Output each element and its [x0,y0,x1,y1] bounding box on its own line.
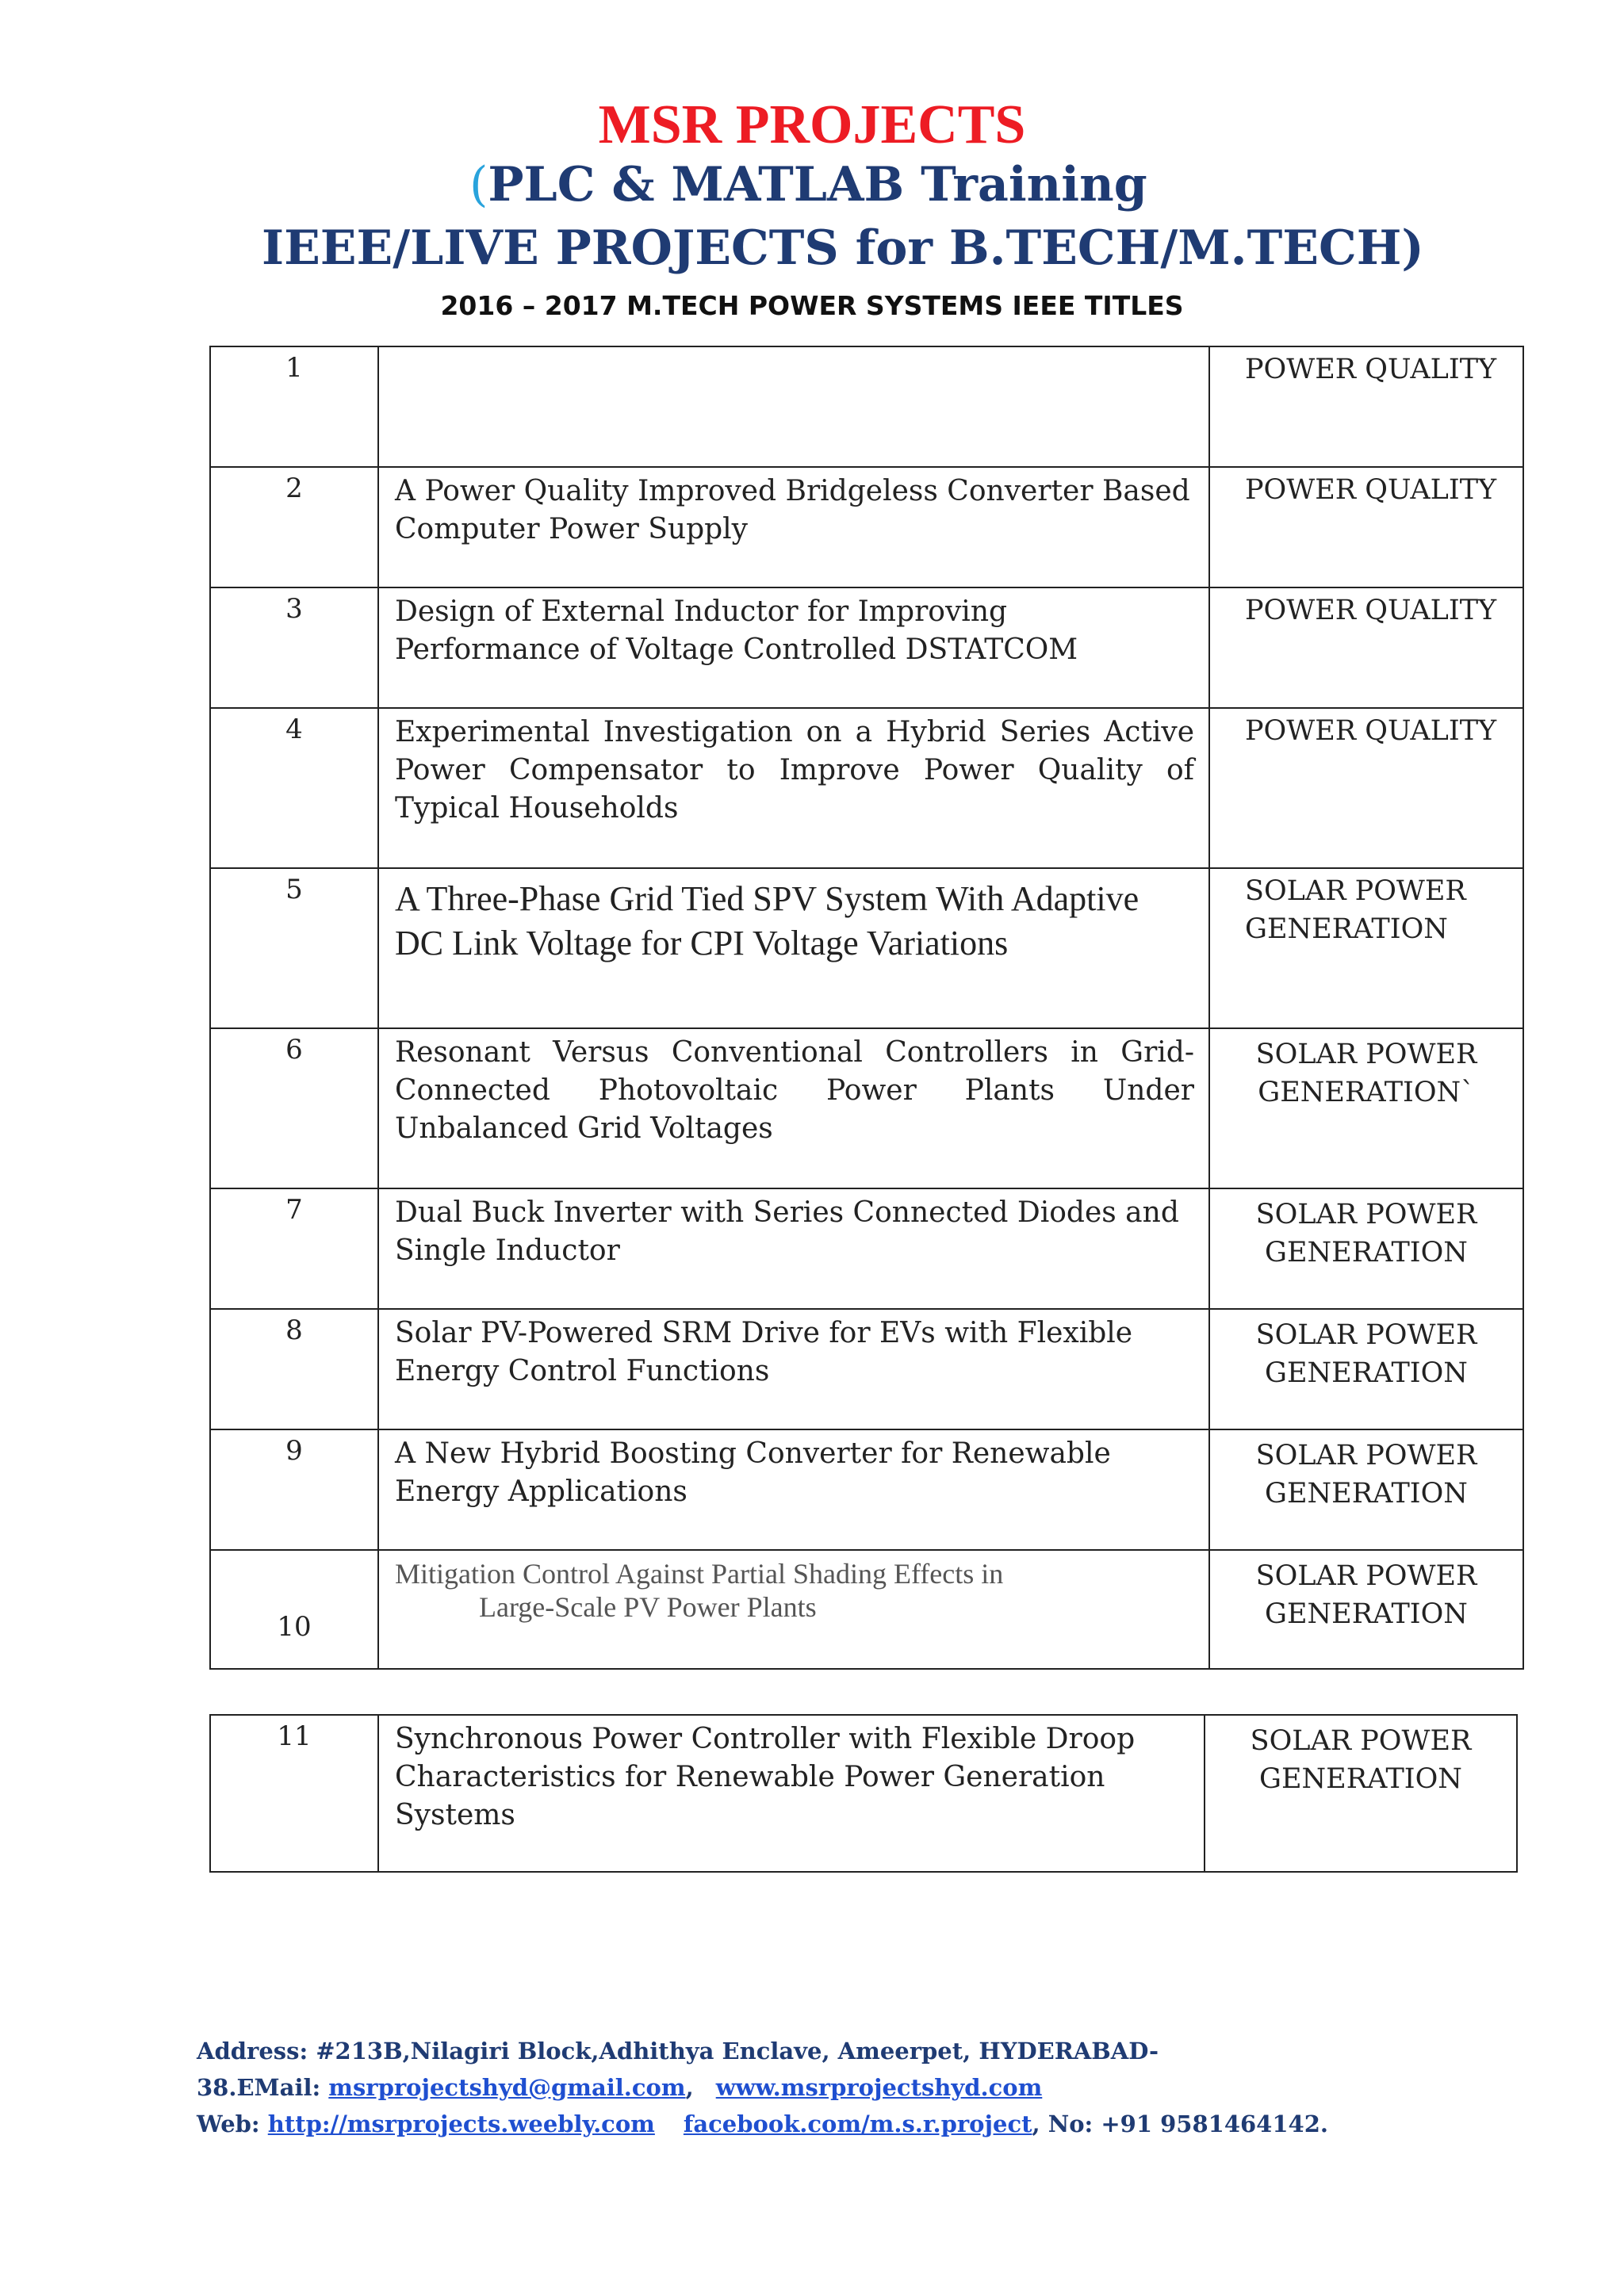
row-title: A Three-Phase Grid Tied SPV System With Adaptive DC Link Voltage for CPI Voltage Variations [378,868,1209,1028]
table-row [210,708,1523,868]
table-row [210,1309,1523,1429]
row-category: SOLAR POWER GENERATION` [1209,1028,1523,1188]
row-number: 1 [210,346,378,467]
row-number: 11 [210,1715,378,1872]
row-title: Design of External Inductor for Improving Performance of Voltage Controlled DSTATCOM [378,587,1209,708]
row-title: A New Hybrid Boosting Converter for Renewable Energy Applications [378,1429,1209,1550]
row-title-line-2: Large-Scale PV Power Plants [479,1591,817,1623]
row-category: POWER QUALITY [1209,346,1523,467]
row-category: SOLAR POWER GENERATION [1209,868,1523,1028]
row-number: 2 [210,467,378,587]
website-link[interactable]: www.msrprojectshyd.com [715,2074,1043,2101]
row-number: 4 [210,708,378,868]
row-title: Experimental Investigation on a Hybrid Series Active Power Compensator to Improve Power Quality of Typical Households [378,708,1209,868]
phone-number: No: +91 9581464142. [1048,2110,1328,2137]
row-title: A Power Quality Improved Bridgeless Converter Based Computer Power Supply [378,467,1209,587]
row-title: Dual Buck Inverter with Series Connected Diodes and Single Inductor [378,1188,1209,1309]
row-title: Solar PV-Powered SRM Drive for EVs with Flexible Energy Control Functions [378,1309,1209,1429]
weebly-link[interactable]: http://msrprojects.weebly.com [267,2110,655,2137]
row-title-line-1: Mitigation Control Against Partial Shading Effects in [395,1558,1004,1590]
row-category: POWER QUALITY [1209,467,1523,587]
row-number: 3 [210,587,378,708]
row-number: 7 [210,1188,378,1309]
table-row [210,587,1523,708]
row-title: Resonant Versus Conventional Controllers in Grid-Connected Photovoltaic Power Plants Under Unbalanced Grid Voltages [378,1028,1209,1188]
footer-contact: 38.EMail: msrprojectshyd@gmail.com, www.msrprojectshyd.com [197,2074,1043,2101]
row-category: SOLAR POWER GENERATION [1209,1429,1523,1550]
titles-table-continued [209,1714,1518,1873]
footer-web: Web: http://msrprojects.weebly.com facebook.com/m.s.r.project, No: +91 9581464142. [197,2110,1328,2137]
row-number: 9 [210,1429,378,1550]
table-row [210,1028,1523,1188]
row-category: POWER QUALITY [1209,708,1523,868]
footer-email-label: 38.EMail: [197,2074,321,2101]
row-title: Synchronous Power Controller with Flexible Droop Characteristics for Renewable Power Generation Systems [378,1715,1205,1872]
row-category: POWER QUALITY [1209,587,1523,708]
table-row [210,1550,1523,1669]
facebook-link[interactable]: facebook.com/m.s.r.project [683,2110,1032,2137]
subtitle-paren: ( [469,157,488,212]
titles-table [209,346,1524,1670]
row-category: SOLAR POWER GENERATION [1205,1715,1517,1872]
table-row [210,1715,1517,1872]
subtitle-line-2: IEEE/LIVE PROJECTS for B.TECH/M.TECH) [262,220,1424,276]
subtitle-line-1-text: PLC & MATLAB Training [488,157,1147,212]
table-row [210,1188,1523,1309]
row-title [378,346,1209,467]
row-category: SOLAR POWER GENERATION [1209,1550,1523,1669]
row-number: 8 [210,1309,378,1429]
table-row [210,467,1523,587]
row-number: 10 [210,1550,378,1669]
table-row [210,346,1523,467]
email-link[interactable]: msrprojectshyd@gmail.com [328,2074,686,2101]
row-category: SOLAR POWER GENERATION [1209,1188,1523,1309]
subtitle-line-1 [469,157,1147,212]
document-heading: 2016 – 2017 M.TECH POWER SYSTEMS IEEE TITLES [440,290,1184,321]
footer-address: Address: #213B,Nilagiri Block,Adhithya Enclave, Ameerpet, HYDERABAD- [197,2038,1159,2064]
footer-web-label: Web: [197,2110,260,2137]
row-number: 5 [210,868,378,1028]
row-number: 6 [210,1028,378,1188]
table-row [210,868,1523,1028]
row-category: SOLAR POWER GENERATION [1209,1309,1523,1429]
row-title [378,1550,1209,1669]
brand-title: MSR PROJECTS [598,94,1026,155]
table-row [210,1429,1523,1550]
